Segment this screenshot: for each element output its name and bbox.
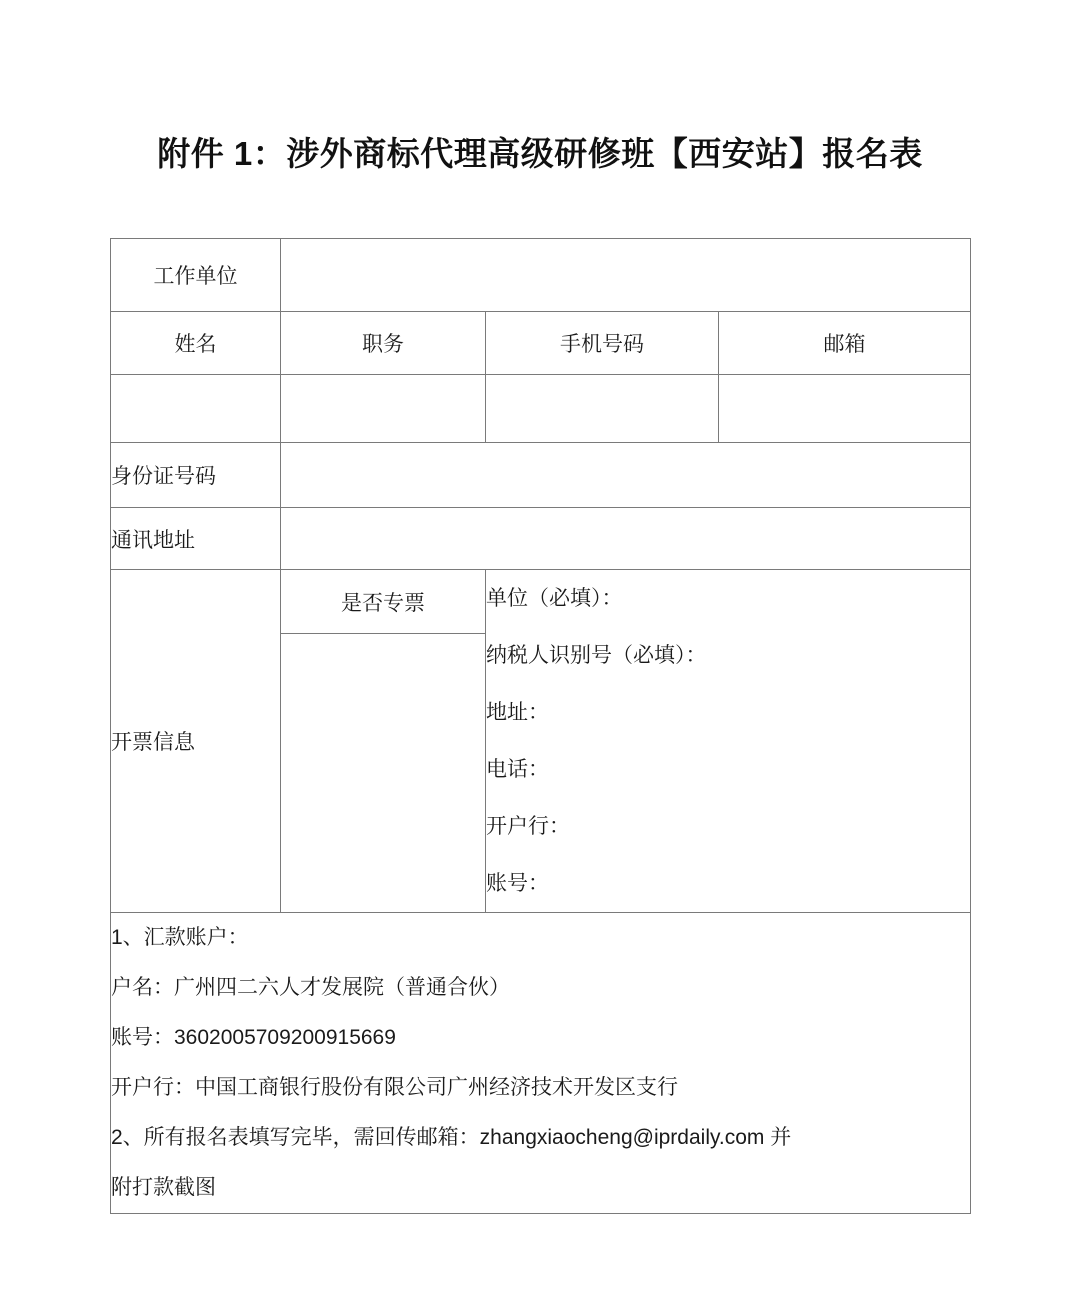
notes-cell bbox=[111, 913, 971, 1214]
invoice-field-phone: 电话： bbox=[486, 758, 549, 781]
field-email[interactable] bbox=[719, 375, 971, 443]
registration-form-table bbox=[110, 238, 971, 1214]
table-row-person-values bbox=[111, 375, 971, 443]
note-line-account-name: 户名：广州四二六人才发展院（普通合伙） bbox=[111, 976, 510, 999]
field-work-unit[interactable] bbox=[281, 239, 971, 312]
table-row-notes bbox=[111, 913, 971, 1214]
note-line-remittance-title: 1、汇款账户： bbox=[111, 926, 249, 949]
invoice-fields-cell[interactable] bbox=[486, 570, 971, 913]
invoice-field-address: 地址： bbox=[486, 701, 549, 724]
header-position: 职务 bbox=[281, 312, 486, 375]
table-row-work-unit bbox=[111, 239, 971, 312]
note-line-bank-branch: 开户行：中国工商银行股份有限公司广州经济技术开发区支行 bbox=[111, 1076, 678, 1099]
field-mailing-address[interactable] bbox=[281, 508, 971, 570]
label-mailing-address: 通讯地址 bbox=[111, 508, 281, 570]
note-line-submit-email: 2、所有报名表填写完毕，需回传邮箱：zhangxiaocheng@iprdaily.com 并 bbox=[111, 1126, 792, 1149]
invoice-field-account: 账号： bbox=[486, 872, 549, 895]
label-special-invoice: 是否专票 bbox=[281, 570, 486, 634]
field-name[interactable] bbox=[111, 375, 281, 443]
field-special-invoice[interactable] bbox=[281, 634, 486, 913]
header-mobile: 手机号码 bbox=[486, 312, 719, 375]
table-row-invoice-top bbox=[111, 570, 971, 634]
note-line-account-number: 账号：3602005709200915669 bbox=[111, 1026, 396, 1049]
field-id-number[interactable] bbox=[281, 443, 971, 508]
label-invoice-info: 开票信息 bbox=[111, 570, 281, 913]
page-title: 附件 1：涉外商标代理高级研修班【西安站】报名表 bbox=[157, 135, 923, 172]
header-email: 邮箱 bbox=[719, 312, 971, 375]
invoice-field-taxpayer-id: 纳税人识别号（必填）： bbox=[486, 644, 707, 667]
label-work-unit: 工作单位 bbox=[111, 239, 281, 312]
invoice-field-bank: 开户行： bbox=[486, 815, 570, 838]
field-position[interactable] bbox=[281, 375, 486, 443]
table-row-mailing-address bbox=[111, 508, 971, 570]
note-line-attach-screenshot: 附打款截图 bbox=[111, 1176, 216, 1199]
invoice-field-company: 单位（必填）： bbox=[486, 587, 623, 610]
table-row-id-number bbox=[111, 443, 971, 508]
table-row-person-headers bbox=[111, 312, 971, 375]
field-mobile[interactable] bbox=[486, 375, 719, 443]
label-id-number: 身份证号码 bbox=[111, 443, 281, 508]
header-name: 姓名 bbox=[111, 312, 281, 375]
